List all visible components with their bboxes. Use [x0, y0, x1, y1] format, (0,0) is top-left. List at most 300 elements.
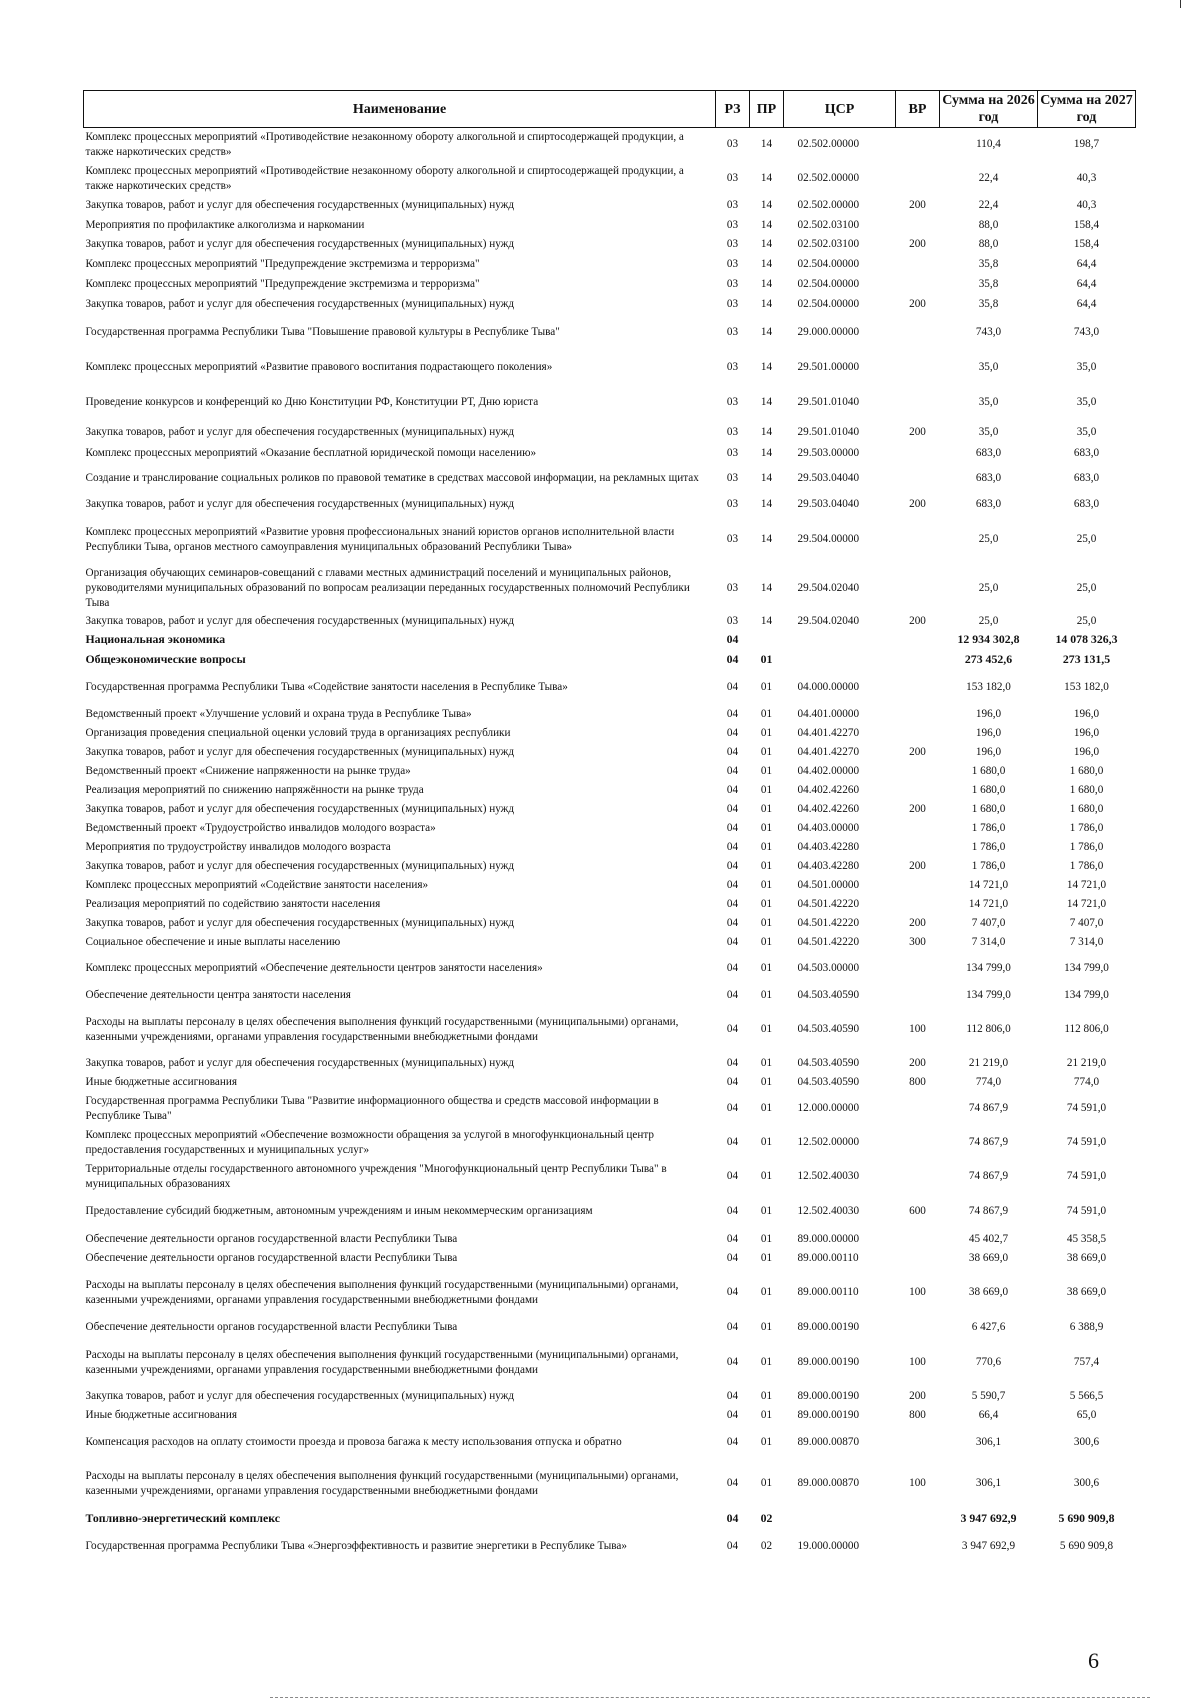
table-row — [84, 463, 1136, 495]
row-rz: 04 — [726, 652, 739, 666]
table-row — [84, 1460, 1136, 1508]
row-name: Обеспечение деятельности центра занятости населения — [85, 989, 351, 1001]
row-vr: 200 — [909, 298, 926, 310]
table-row — [84, 351, 1136, 385]
row-vr — [896, 952, 940, 986]
row-name: Расходы на выплаты персоналу в целях обеспечения выполнения функций государственными (муниципальными) органами, казенными учреждениями, органами управления государственными внебюджетными фондами — [85, 1348, 679, 1376]
table-row — [84, 631, 1136, 649]
row-sum-2027: 6 388,9 — [1069, 1321, 1104, 1333]
row-rz: 04 — [726, 1286, 739, 1298]
row-vr — [896, 275, 940, 295]
row-rz: 04 — [726, 989, 739, 1001]
row-name: Государственная программа Республики Тыва «Энергоэффективность и развитие энергетики в Республике Тыва» — [85, 1540, 627, 1552]
row-name: Обеспечение деятельности органов государственной власти Республики Тыва — [85, 1321, 458, 1333]
header-vr: ВР — [896, 91, 940, 128]
table-row — [84, 838, 1136, 857]
row-name: Закупка товаров, работ и услуг для обеспечения государственных (муниципальных) нужд — [85, 199, 515, 211]
table-row — [84, 255, 1136, 275]
row-rz: 04 — [726, 632, 739, 646]
table-header — [84, 91, 1136, 128]
row-pr: 14 — [760, 258, 773, 270]
row-sum-2027: 7 407,0 — [1069, 917, 1104, 929]
row-csr: 02.502.00000 — [797, 199, 860, 211]
header-sum-2026: Сумма на 2026 год — [940, 91, 1038, 128]
row-sum-2027: 134 799,0 — [1064, 989, 1109, 1001]
row-name: Мероприятия по профилактике алкоголизма и наркомании — [85, 218, 365, 231]
row-sum-2026: 196,0 — [975, 727, 1002, 739]
row-rz: 03 — [726, 472, 739, 484]
row-name: Комплекс процессных мероприятий «Противодействие незаконному обороту алкогольной и спиртосодержащей продукции, а также наркотических средств» — [85, 130, 684, 158]
row-vr: 200 — [909, 1390, 926, 1402]
row-rz: 03 — [726, 238, 739, 250]
row-name: Государственная программа Республики Тыва "Развитие информационного общества и средств массовой информации в Республике Тыва" — [85, 1094, 659, 1122]
row-rz: 04 — [726, 917, 739, 929]
row-sum-2027: 196,0 — [1073, 746, 1100, 758]
row-csr: 02.502.00000 — [797, 172, 860, 184]
row-vr — [896, 216, 940, 235]
row-vr — [896, 705, 940, 725]
table-row — [84, 952, 1136, 986]
row-rz: 04 — [726, 822, 739, 834]
row-sum-2027: 64,4 — [1076, 258, 1097, 270]
row-csr: 29.503.04040 — [797, 498, 860, 510]
row-pr: 14 — [760, 326, 773, 338]
row-name: Иные бюджетные ассигнования — [85, 1409, 237, 1421]
table-row — [84, 934, 1136, 952]
row-pr: 01 — [760, 1286, 773, 1298]
row-vr: 200 — [909, 426, 926, 438]
row-csr: 04.501.42220 — [797, 936, 860, 948]
table-row — [84, 1318, 1136, 1338]
table-row — [84, 705, 1136, 725]
row-pr: 14 — [760, 218, 773, 231]
table-row — [84, 515, 1136, 565]
row-csr: 04.402.42260 — [797, 803, 860, 815]
row-sum-2026: 683,0 — [975, 447, 1002, 459]
row-sum-2027: 7 314,0 — [1069, 936, 1104, 948]
row-name: Комплекс процессных мероприятий «Развитие правового воспитания подрастающего поколения» — [85, 361, 553, 373]
table-row — [84, 1530, 1136, 1564]
row-vr — [896, 1426, 940, 1460]
row-pr: 01 — [760, 1057, 773, 1069]
row-name: Расходы на выплаты персоналу в целях обеспечения выполнения функций государственными (муниципальными) органами, казенными учреждениями, органами управления государственными внебюджетными фондами — [85, 1469, 679, 1497]
row-sum-2026: 196,0 — [975, 746, 1002, 758]
row-sum-2027: 38 669,0 — [1066, 1252, 1107, 1264]
row-sum-2026: 770,6 — [975, 1356, 1002, 1368]
table-row — [84, 895, 1136, 914]
row-name: Закупка товаров, работ и услуг для обеспечения государственных (муниципальных) нужд — [85, 426, 515, 438]
row-rz: 04 — [726, 860, 739, 872]
table-row — [84, 128, 1136, 162]
table-row — [84, 743, 1136, 763]
row-sum-2026: 7 314,0 — [971, 936, 1006, 948]
row-rz: 04 — [726, 962, 739, 974]
row-sum-2026: 74 867,9 — [968, 1136, 1009, 1148]
row-name: Ведомственный проект «Трудоустройство инвалидов молодого возраста» — [85, 822, 436, 834]
row-name: Закупка товаров, работ и услуг для обеспечения государственных (муниципальных) нужд — [85, 860, 515, 872]
row-sum-2027: 1 786,0 — [1069, 860, 1104, 872]
row-sum-2026: 1 680,0 — [971, 765, 1006, 777]
row-pr: 01 — [760, 652, 773, 666]
row-sum-2026: 153 182,0 — [966, 681, 1011, 693]
row-sum-2026: 35,8 — [978, 298, 999, 310]
row-name: Общеэкономические вопросы — [85, 652, 246, 666]
row-rz: 03 — [726, 218, 739, 231]
row-vr: 200 — [909, 238, 926, 250]
row-csr: 04.402.00000 — [797, 765, 860, 777]
table-row — [84, 986, 1136, 1006]
row-rz: 04 — [726, 746, 739, 758]
table-body — [84, 128, 1136, 1564]
row-rz: 03 — [726, 258, 739, 270]
row-pr: 01 — [760, 879, 773, 891]
row-csr: 04.503.40590 — [797, 1023, 860, 1035]
row-sum-2026: 88,0 — [978, 238, 999, 250]
row-rz: 04 — [726, 1436, 739, 1448]
row-sum-2027: 14 078 326,3 — [1055, 632, 1118, 646]
row-sum-2026: 25,0 — [978, 533, 999, 545]
row-sum-2027: 45 358,5 — [1066, 1233, 1107, 1245]
table-row — [84, 1230, 1136, 1250]
table-row — [84, 781, 1136, 800]
row-sum-2026: 3 947 692,9 — [960, 1511, 1017, 1525]
table-row — [84, 763, 1136, 781]
row-vr: 800 — [909, 1409, 926, 1421]
row-csr: 29.504.00000 — [797, 533, 860, 545]
row-csr: 04.501.00000 — [797, 879, 860, 891]
row-sum-2027: 25,0 — [1076, 582, 1097, 594]
row-name: Государственная программа Республики Тыва "Повышение правовой культуры в Республике Тыва" — [85, 326, 560, 338]
row-pr: 14 — [760, 199, 773, 211]
row-csr: 02.504.00000 — [797, 258, 860, 270]
row-name: Закупка товаров, работ и услуг для обеспечения государственных (муниципальных) нужд — [85, 238, 515, 250]
row-pr: 14 — [760, 426, 773, 438]
row-rz: 04 — [726, 765, 739, 777]
table-row — [84, 1426, 1136, 1460]
row-sum-2026: 66,4 — [978, 1409, 999, 1421]
row-pr: 01 — [760, 936, 773, 948]
row-pr — [750, 631, 784, 649]
row-pr: 14 — [760, 472, 773, 484]
row-sum-2026: 1 680,0 — [971, 783, 1006, 796]
table-row — [84, 613, 1136, 631]
table-row — [84, 1092, 1136, 1126]
row-sum-2027: 21 219,0 — [1066, 1057, 1107, 1069]
row-name: Реализация мероприятий по содействию занятости населения — [85, 897, 381, 910]
row-rz: 03 — [726, 298, 739, 310]
row-sum-2026: 683,0 — [975, 498, 1002, 510]
row-sum-2026: 1 786,0 — [971, 822, 1006, 834]
row-csr: 29.504.02040 — [797, 582, 860, 594]
table-row — [84, 1406, 1136, 1426]
row-rz: 04 — [726, 1477, 739, 1489]
row-name: Комплекс процессных мероприятий «Противодействие незаконному обороту алкогольной и спиртосодержащей продукции, а также наркотических средств» — [85, 164, 684, 192]
row-name: Обеспечение деятельности органов государственной власти Республики Тыва — [85, 1252, 458, 1264]
row-pr: 01 — [760, 1023, 773, 1035]
row-vr: 200 — [909, 1057, 926, 1069]
table-row — [84, 235, 1136, 255]
table-row — [84, 820, 1136, 838]
row-name: Расходы на выплаты персоналу в целях обеспечения выполнения функций государственными (муниципальными) органами, казенными учреждениями, органами управления государственными внебюджетными фондами — [85, 1278, 679, 1306]
row-name: Закупка товаров, работ и услуг для обеспечения государственных (муниципальных) нужд — [85, 1057, 515, 1069]
row-vr: 100 — [909, 1356, 926, 1368]
row-name: Организация обучающих семинаров-совещаний с главами местных администраций поселений и муниципальных районов, руководителями муниципальных образований по вопросам реализации переданных государственных полномочий Республики Тыва — [85, 567, 690, 609]
row-name: Создание и транслирование социальных роликов по правовой тематике в средствах массовой информации, на рекламных щитах — [85, 472, 699, 484]
row-sum-2027: 300,6 — [1073, 1436, 1100, 1448]
row-pr: 01 — [760, 803, 773, 815]
row-csr: 19.000.00000 — [797, 1540, 860, 1552]
row-name: Компенсация расходов на оплату стоимости проезда и провоза багажа к месту использования отпуска и обратно — [85, 1436, 622, 1448]
row-vr — [896, 463, 940, 495]
row-csr: 89.000.00110 — [797, 1252, 859, 1264]
table-row — [84, 162, 1136, 196]
row-vr — [896, 1508, 940, 1530]
row-vr — [896, 649, 940, 671]
row-csr: 12.502.00000 — [797, 1136, 860, 1148]
table-row — [84, 1126, 1136, 1160]
table-row — [84, 421, 1136, 445]
row-sum-2026: 45 402,7 — [968, 1233, 1009, 1245]
row-pr: 14 — [760, 533, 773, 545]
row-sum-2027: 774,0 — [1073, 1076, 1100, 1088]
row-sum-2026: 74 867,9 — [968, 1102, 1009, 1114]
row-name: Организация проведения специальной оценки условий труда в организациях республики — [85, 727, 511, 739]
row-sum-2027: 273 131,5 — [1062, 652, 1111, 666]
row-vr: 200 — [909, 615, 926, 627]
row-csr: 89.000.00190 — [797, 1356, 860, 1368]
row-rz: 03 — [726, 172, 739, 184]
row-sum-2026: 1 786,0 — [971, 860, 1006, 872]
row-sum-2027: 300,6 — [1073, 1477, 1100, 1489]
row-rz: 03 — [726, 396, 739, 408]
row-vr — [896, 1230, 940, 1250]
row-vr — [896, 781, 940, 800]
row-csr: 04.401.42270 — [797, 746, 860, 758]
row-sum-2027: 74 591,0 — [1066, 1205, 1107, 1217]
row-sum-2026: 14 721,0 — [968, 879, 1009, 891]
row-vr — [896, 1250, 940, 1268]
row-name: Закупка товаров, работ и услуг для обеспечения государственных (муниципальных) нужд — [85, 615, 515, 627]
row-vr — [896, 315, 940, 351]
row-name: Комплекс процессных мероприятий «Обеспечение деятельности центров занятости населения» — [85, 962, 543, 974]
row-rz: 03 — [726, 426, 739, 438]
row-csr: 29.501.00000 — [797, 361, 860, 373]
row-name: Социальное обеспечение и иные выплаты населению — [85, 936, 341, 948]
row-pr: 02 — [760, 1540, 773, 1552]
row-sum-2026: 273 452,6 — [964, 652, 1013, 666]
page-number: 6 — [1088, 1648, 1099, 1673]
row-sum-2026: 5 590,7 — [971, 1390, 1006, 1402]
row-sum-2026: 21 219,0 — [968, 1057, 1009, 1069]
budget-document — [83, 90, 1135, 1564]
row-sum-2027: 1 680,0 — [1069, 783, 1104, 796]
row-sum-2026: 22,4 — [978, 172, 999, 184]
row-csr: 02.504.00000 — [797, 298, 860, 310]
row-vr — [896, 725, 940, 743]
row-vr — [896, 671, 940, 705]
row-csr: 04.401.00000 — [797, 708, 860, 720]
row-pr: 01 — [760, 783, 773, 796]
row-vr: 200 — [909, 860, 926, 872]
row-name: Комплекс процессных мероприятий "Предупреждение экстремизма и терроризма" — [85, 278, 480, 290]
table-row — [84, 800, 1136, 820]
row-sum-2026: 3 947 692,9 — [961, 1540, 1016, 1552]
row-sum-2027: 743,0 — [1073, 326, 1100, 338]
row-pr: 14 — [760, 238, 773, 250]
row-name: Комплекс процессных мероприятий «Обеспечение возможности обращения за услугой в многофункциональный центр предоставления государственных и муниципальных услуг» — [85, 1128, 654, 1156]
row-sum-2027: 25,0 — [1076, 533, 1097, 545]
row-csr: 04.501.42220 — [797, 917, 860, 929]
row-pr: 01 — [760, 1076, 773, 1088]
row-pr: 01 — [760, 1477, 773, 1489]
row-rz: 04 — [726, 1057, 739, 1069]
row-sum-2027: 64,4 — [1076, 278, 1097, 290]
row-vr — [896, 1126, 940, 1160]
row-name: Закупка товаров, работ и услуг для обеспечения государственных (муниципальных) нужд — [85, 1390, 515, 1402]
row-sum-2026: 22,4 — [978, 199, 999, 211]
row-vr: 600 — [909, 1205, 926, 1217]
scan-corner-mark — [1180, 0, 1181, 8]
row-rz: 04 — [726, 708, 739, 720]
row-sum-2026: 743,0 — [975, 326, 1002, 338]
table-row — [84, 445, 1136, 463]
row-sum-2026: 74 867,9 — [968, 1205, 1009, 1217]
row-name: Иные бюджетные ассигнования — [85, 1076, 237, 1088]
row-csr — [784, 631, 896, 649]
row-sum-2027: 35,0 — [1076, 426, 1097, 438]
row-sum-2026: 74 867,9 — [968, 1170, 1009, 1182]
table-row — [84, 1388, 1136, 1406]
row-sum-2027: 64,4 — [1076, 298, 1097, 310]
row-vr: 200 — [909, 746, 926, 758]
row-pr: 01 — [760, 1136, 773, 1148]
row-csr: 04.403.42280 — [797, 860, 860, 872]
row-name: Закупка товаров, работ и услуг для обеспечения государственных (муниципальных) нужд — [85, 917, 515, 929]
row-sum-2026: 14 721,0 — [968, 897, 1009, 910]
table-row — [84, 315, 1136, 351]
row-rz: 03 — [726, 615, 739, 627]
row-rz: 04 — [726, 1076, 739, 1088]
row-vr — [896, 515, 940, 565]
table-row — [84, 295, 1136, 315]
table-row — [84, 275, 1136, 295]
row-sum-2026: 25,0 — [978, 582, 999, 594]
row-pr: 14 — [760, 615, 773, 627]
table-row — [84, 877, 1136, 895]
row-csr: 02.502.03100 — [797, 218, 860, 231]
row-rz: 04 — [726, 840, 739, 853]
row-rz: 04 — [726, 1102, 739, 1114]
row-rz: 04 — [726, 879, 739, 891]
row-rz: 03 — [726, 582, 739, 594]
row-rz: 04 — [726, 1321, 739, 1333]
row-name: Ведомственный проект «Снижение напряженности на рынке труда» — [85, 765, 411, 777]
table-row — [84, 1508, 1136, 1530]
row-sum-2027: 1 786,0 — [1069, 822, 1104, 834]
row-vr — [896, 1092, 940, 1126]
row-rz: 04 — [726, 681, 739, 693]
row-sum-2026: 774,0 — [975, 1076, 1002, 1088]
table-row — [84, 857, 1136, 877]
row-sum-2026: 112 806,0 — [966, 1023, 1011, 1035]
row-pr: 14 — [760, 582, 773, 594]
row-sum-2027: 35,0 — [1076, 396, 1097, 408]
row-pr: 02 — [760, 1511, 773, 1525]
row-name: Закупка товаров, работ и услуг для обеспечения государственных (муниципальных) нужд — [85, 298, 515, 310]
row-rz: 04 — [726, 1023, 739, 1035]
row-sum-2027: 5 690 909,8 — [1059, 1540, 1114, 1552]
row-sum-2027: 5 566,5 — [1069, 1390, 1104, 1402]
row-name: Закупка товаров, работ и услуг для обеспечения государственных (муниципальных) нужд — [85, 746, 515, 758]
row-sum-2026: 6 427,6 — [971, 1321, 1006, 1333]
table-row — [84, 725, 1136, 743]
row-name: Закупка товаров, работ и услуг для обеспечения государственных (муниципальных) нужд — [85, 498, 515, 510]
row-vr — [896, 1160, 940, 1194]
row-name: Мероприятия по трудоустройству инвалидов молодого возраста — [85, 840, 391, 853]
header-sum-2027: Сумма на 2027 год — [1038, 91, 1136, 128]
row-pr: 01 — [760, 840, 773, 853]
row-rz: 04 — [726, 1233, 739, 1245]
row-sum-2027: 158,4 — [1073, 238, 1100, 250]
row-sum-2026: 306,1 — [975, 1436, 1002, 1448]
row-sum-2027: 35,0 — [1076, 361, 1097, 373]
row-csr: 29.501.01040 — [797, 426, 860, 438]
row-vr — [896, 385, 940, 421]
row-vr — [896, 986, 940, 1006]
row-pr: 01 — [760, 1102, 773, 1114]
row-vr: 200 — [909, 498, 926, 510]
row-name: Ведомственный проект «Улучшение условий и охрана труда в Республике Тыва» — [85, 708, 472, 720]
row-rz: 04 — [726, 1390, 739, 1402]
row-name: Закупка товаров, работ и услуг для обеспечения государственных (муниципальных) нужд — [85, 803, 515, 815]
row-sum-2027: 683,0 — [1073, 472, 1100, 484]
row-vr: 200 — [909, 917, 926, 929]
row-rz: 03 — [726, 278, 739, 290]
row-rz: 04 — [726, 1252, 739, 1264]
row-name: Реализация мероприятий по снижению напряжённости на рынке труда — [85, 783, 424, 796]
row-rz: 03 — [726, 326, 739, 338]
row-vr — [896, 838, 940, 857]
row-sum-2027: 74 591,0 — [1066, 1136, 1107, 1148]
row-rz: 04 — [726, 1540, 739, 1552]
row-pr: 01 — [760, 708, 773, 720]
row-sum-2027: 112 806,0 — [1064, 1023, 1109, 1035]
row-csr: 04.401.42270 — [797, 727, 860, 739]
row-sum-2027: 40,3 — [1076, 172, 1097, 184]
table-row — [84, 1054, 1136, 1074]
row-vr: 200 — [909, 803, 926, 815]
header-rz: РЗ — [716, 91, 750, 128]
row-rz: 04 — [726, 936, 739, 948]
row-sum-2026: 35,8 — [978, 278, 999, 290]
row-csr: 04.403.42280 — [797, 840, 860, 853]
row-csr — [784, 1508, 896, 1530]
row-sum-2027: 14 721,0 — [1066, 879, 1107, 891]
row-csr: 04.501.42220 — [797, 897, 860, 910]
row-sum-2027: 196,0 — [1073, 727, 1100, 739]
row-sum-2027: 14 721,0 — [1066, 897, 1107, 910]
row-sum-2026: 683,0 — [975, 472, 1002, 484]
row-sum-2026: 1 786,0 — [971, 840, 1006, 853]
row-pr: 01 — [760, 746, 773, 758]
row-rz: 04 — [726, 783, 739, 796]
row-pr: 14 — [760, 278, 773, 290]
row-vr: 100 — [909, 1286, 926, 1298]
row-pr: 01 — [760, 1205, 773, 1217]
row-sum-2026: 12 934 302,8 — [957, 632, 1020, 646]
row-sum-2026: 306,1 — [975, 1477, 1002, 1489]
row-pr: 01 — [760, 765, 773, 777]
